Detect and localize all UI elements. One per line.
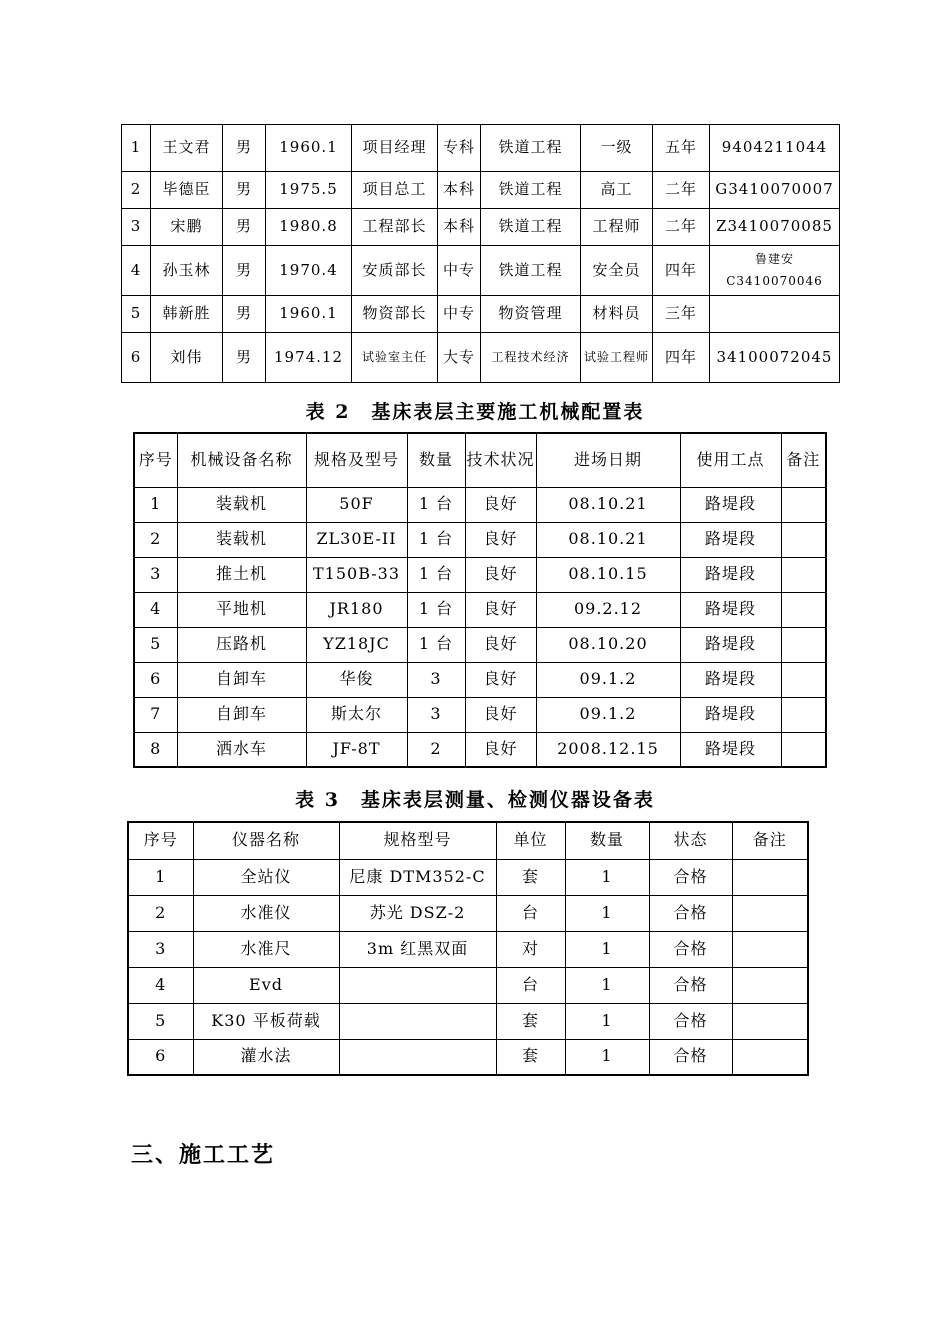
table-cell bbox=[781, 697, 826, 732]
header-cell: 进场日期 bbox=[536, 433, 680, 487]
table-cell: 路堤段 bbox=[680, 522, 781, 557]
table-cell: 铁道工程 bbox=[481, 125, 581, 172]
table-cell: 物资部长 bbox=[352, 296, 438, 333]
header-row bbox=[128, 822, 808, 859]
table-cell: 铁道工程 bbox=[481, 172, 581, 209]
table-cell bbox=[732, 1039, 808, 1075]
table-cell: Z3410070085 bbox=[710, 209, 840, 246]
table-row bbox=[128, 967, 808, 1003]
machinery-table bbox=[133, 432, 827, 768]
table-cell: 2 bbox=[134, 522, 177, 557]
header-cell: 备注 bbox=[781, 433, 826, 487]
header-cell: 序号 bbox=[128, 822, 193, 859]
table-cell: 2 bbox=[407, 732, 465, 767]
table-cell: 1974.12 bbox=[266, 333, 352, 383]
table-cell: ZL30E-II bbox=[306, 522, 407, 557]
table-row bbox=[128, 1039, 808, 1075]
table-cell: 安质部长 bbox=[352, 246, 438, 296]
table-cell: 五年 bbox=[653, 125, 710, 172]
table-cell: 1 bbox=[134, 487, 177, 522]
table-cell: 本科 bbox=[438, 172, 481, 209]
table-cell: 苏光 DSZ-2 bbox=[339, 895, 496, 931]
table-cell: 自卸车 bbox=[177, 697, 306, 732]
table-cell: 1 台 bbox=[407, 557, 465, 592]
table-cell: 34100072045 bbox=[710, 333, 840, 383]
header-cell: 数量 bbox=[407, 433, 465, 487]
table-cell bbox=[781, 522, 826, 557]
table-cell: 台 bbox=[496, 967, 565, 1003]
table-cell: 09.1.2 bbox=[536, 662, 680, 697]
table-cell: 二年 bbox=[653, 209, 710, 246]
table-cell: 二年 bbox=[653, 172, 710, 209]
instruments-table bbox=[127, 821, 809, 1076]
table-cell: 1 台 bbox=[407, 592, 465, 627]
table-cell: 华俊 bbox=[306, 662, 407, 697]
table-cell: 路堤段 bbox=[680, 697, 781, 732]
table-cell: 专科 bbox=[438, 125, 481, 172]
table-row bbox=[122, 246, 840, 296]
table-cell: 毕德臣 bbox=[151, 172, 223, 209]
table-cell: 本科 bbox=[438, 209, 481, 246]
table-cell: 三年 bbox=[653, 296, 710, 333]
table-cell: 3m 红黑双面 bbox=[339, 931, 496, 967]
table-cell: 男 bbox=[223, 125, 266, 172]
table-cell: 男 bbox=[223, 246, 266, 296]
table-cell: 大专 bbox=[438, 333, 481, 383]
section-heading: 三、施工工艺 bbox=[131, 1142, 276, 1168]
table-row bbox=[134, 697, 826, 732]
table-cell: 2008.12.15 bbox=[536, 732, 680, 767]
table-cell: 1 bbox=[565, 1039, 649, 1075]
table-cell: 全站仪 bbox=[193, 859, 339, 895]
table-cell: 1 bbox=[565, 1003, 649, 1039]
table-cell: 良好 bbox=[465, 557, 536, 592]
table-cell: 压路机 bbox=[177, 627, 306, 662]
table-cell: 一级 bbox=[581, 125, 653, 172]
table-cell: 1 bbox=[565, 859, 649, 895]
table-cell: 套 bbox=[496, 1003, 565, 1039]
header-cell: 仪器名称 bbox=[193, 822, 339, 859]
table-cell: 路堤段 bbox=[680, 487, 781, 522]
header-cell: 机械设备名称 bbox=[177, 433, 306, 487]
table-cell: 铁道工程 bbox=[481, 209, 581, 246]
table-cell: 男 bbox=[223, 296, 266, 333]
table-cell: 1960.1 bbox=[266, 296, 352, 333]
header-cell: 规格及型号 bbox=[306, 433, 407, 487]
table-cell bbox=[781, 732, 826, 767]
table-cell: 洒水车 bbox=[177, 732, 306, 767]
table-row bbox=[134, 522, 826, 557]
table-cell: JF-8T bbox=[306, 732, 407, 767]
table-cell: 合格 bbox=[649, 931, 732, 967]
table-cell: 中专 bbox=[438, 246, 481, 296]
table-cell: 良好 bbox=[465, 662, 536, 697]
table-cell: 2 bbox=[122, 172, 151, 209]
table-cell: 装载机 bbox=[177, 487, 306, 522]
table-cell: 08.10.21 bbox=[536, 487, 680, 522]
table-cell: 1 bbox=[128, 859, 193, 895]
table-row bbox=[128, 931, 808, 967]
table-cell: K30 平板荷载 bbox=[193, 1003, 339, 1039]
header-cell: 单位 bbox=[496, 822, 565, 859]
table-cell: YZ18JC bbox=[306, 627, 407, 662]
table-cell: 2 bbox=[128, 895, 193, 931]
table-row bbox=[128, 859, 808, 895]
table-cell: 5 bbox=[134, 627, 177, 662]
personnel-table bbox=[121, 124, 840, 383]
table-cell bbox=[781, 592, 826, 627]
table-cell: 09.1.2 bbox=[536, 697, 680, 732]
table-cell: 项目总工 bbox=[352, 172, 438, 209]
table-cell: G3410070007 bbox=[710, 172, 840, 209]
table-cell: 水准仪 bbox=[193, 895, 339, 931]
table-cell: 工程部长 bbox=[352, 209, 438, 246]
table-cell: 4 bbox=[122, 246, 151, 296]
table-row bbox=[122, 172, 840, 209]
table2-caption: 表 2 基床表层主要施工机械配置表 bbox=[305, 401, 645, 423]
table-cell: 9404211044 bbox=[710, 125, 840, 172]
table-cell: 3 bbox=[407, 662, 465, 697]
table-cell: 3 bbox=[122, 209, 151, 246]
table-cell: 1980.8 bbox=[266, 209, 352, 246]
header-cell: 序号 bbox=[134, 433, 177, 487]
table-cell: 物资管理 bbox=[481, 296, 581, 333]
table-cell: 5 bbox=[122, 296, 151, 333]
table-cell: 09.2.12 bbox=[536, 592, 680, 627]
table-cell: 工程技术经济 bbox=[481, 333, 581, 383]
table-row bbox=[134, 662, 826, 697]
table-cell: 6 bbox=[134, 662, 177, 697]
table-cell bbox=[781, 662, 826, 697]
table-cell: 6 bbox=[122, 333, 151, 383]
table-cell: 良好 bbox=[465, 697, 536, 732]
table-cell: 3 bbox=[128, 931, 193, 967]
table-cell: 08.10.21 bbox=[536, 522, 680, 557]
table-cell: 3 bbox=[134, 557, 177, 592]
table-cell: 韩新胜 bbox=[151, 296, 223, 333]
header-row bbox=[134, 433, 826, 487]
table-cell: 8 bbox=[134, 732, 177, 767]
table-cell: 自卸车 bbox=[177, 662, 306, 697]
table-cell: 1 bbox=[565, 931, 649, 967]
table-cell: 合格 bbox=[649, 859, 732, 895]
header-cell: 备注 bbox=[732, 822, 808, 859]
table-cell: 水准尺 bbox=[193, 931, 339, 967]
table-cell: 50F bbox=[306, 487, 407, 522]
table-cell: 良好 bbox=[465, 732, 536, 767]
header-cell: 技术状况 bbox=[465, 433, 536, 487]
table-cell: 斯太尔 bbox=[306, 697, 407, 732]
table-cell: 路堤段 bbox=[680, 662, 781, 697]
table-cell bbox=[781, 487, 826, 522]
table-cell: 男 bbox=[223, 209, 266, 246]
table-cell: 推土机 bbox=[177, 557, 306, 592]
table-cell bbox=[339, 1003, 496, 1039]
table-row bbox=[134, 557, 826, 592]
table-cell: 高工 bbox=[581, 172, 653, 209]
table-cell: 四年 bbox=[653, 333, 710, 383]
table-cell: 平地机 bbox=[177, 592, 306, 627]
header-cell: 数量 bbox=[565, 822, 649, 859]
table-cell: 4 bbox=[128, 967, 193, 1003]
table-cell: 1975.5 bbox=[266, 172, 352, 209]
table-row bbox=[134, 592, 826, 627]
table-cell: 鲁建安 C3410070046 bbox=[710, 246, 840, 296]
table-row bbox=[128, 1003, 808, 1039]
table-cell bbox=[732, 967, 808, 1003]
table-cell: Evd bbox=[193, 967, 339, 1003]
table-cell: 对 bbox=[496, 931, 565, 967]
table-cell bbox=[732, 895, 808, 931]
table-cell bbox=[781, 557, 826, 592]
header-cell: 使用工点 bbox=[680, 433, 781, 487]
table-cell: 铁道工程 bbox=[481, 246, 581, 296]
table-row bbox=[122, 333, 840, 383]
table-cell: 1 bbox=[565, 967, 649, 1003]
table-cell: 3 bbox=[407, 697, 465, 732]
table-cell: T150B-33 bbox=[306, 557, 407, 592]
table-cell: 四年 bbox=[653, 246, 710, 296]
table-cell: 刘伟 bbox=[151, 333, 223, 383]
table-cell: 7 bbox=[134, 697, 177, 732]
table-cell: 良好 bbox=[465, 592, 536, 627]
table-cell bbox=[732, 1003, 808, 1039]
table-row bbox=[134, 487, 826, 522]
table-cell: 材料员 bbox=[581, 296, 653, 333]
table-cell: 灌水法 bbox=[193, 1039, 339, 1075]
table-cell bbox=[732, 859, 808, 895]
table-cell bbox=[339, 1039, 496, 1075]
table-cell bbox=[781, 627, 826, 662]
table-cell: 1 台 bbox=[407, 487, 465, 522]
table-cell: 08.10.15 bbox=[536, 557, 680, 592]
table-cell: 合格 bbox=[649, 1003, 732, 1039]
table-cell: 试验工程师 bbox=[581, 333, 653, 383]
table-cell: 08.10.20 bbox=[536, 627, 680, 662]
table-cell: 王文君 bbox=[151, 125, 223, 172]
table-cell: 5 bbox=[128, 1003, 193, 1039]
table-row bbox=[134, 627, 826, 662]
table-row bbox=[122, 209, 840, 246]
table-cell: 良好 bbox=[465, 522, 536, 557]
header-cell: 状态 bbox=[649, 822, 732, 859]
table-cell: 宋鹏 bbox=[151, 209, 223, 246]
table-cell: 套 bbox=[496, 859, 565, 895]
table-cell: 孙玉林 bbox=[151, 246, 223, 296]
table-cell: 套 bbox=[496, 1039, 565, 1075]
table-cell: 尼康 DTM352-C bbox=[339, 859, 496, 895]
table-row bbox=[128, 895, 808, 931]
table-cell: 1 bbox=[122, 125, 151, 172]
table3-caption: 表 3 基床表层测量、检测仪器设备表 bbox=[295, 789, 655, 811]
table-cell: JR180 bbox=[306, 592, 407, 627]
table-cell: 男 bbox=[223, 333, 266, 383]
table-cell: 1 bbox=[565, 895, 649, 931]
table-cell bbox=[710, 296, 840, 333]
table-cell: 男 bbox=[223, 172, 266, 209]
table-cell: 路堤段 bbox=[680, 627, 781, 662]
table-cell: 合格 bbox=[649, 895, 732, 931]
table-cell: 台 bbox=[496, 895, 565, 931]
table-cell: 合格 bbox=[649, 1039, 732, 1075]
table-cell: 合格 bbox=[649, 967, 732, 1003]
header-cell: 规格型号 bbox=[339, 822, 496, 859]
table-cell: 工程师 bbox=[581, 209, 653, 246]
table-cell: 中专 bbox=[438, 296, 481, 333]
table-cell: 4 bbox=[134, 592, 177, 627]
table-cell: 6 bbox=[128, 1039, 193, 1075]
table-row bbox=[122, 296, 840, 333]
table-cell bbox=[732, 931, 808, 967]
table-cell: 安全员 bbox=[581, 246, 653, 296]
table-cell: 路堤段 bbox=[680, 557, 781, 592]
table-cell: 路堤段 bbox=[680, 592, 781, 627]
table-cell: 1960.1 bbox=[266, 125, 352, 172]
table-cell: 1970.4 bbox=[266, 246, 352, 296]
table-cell: 1 台 bbox=[407, 627, 465, 662]
table-row bbox=[122, 125, 840, 172]
table-cell: 良好 bbox=[465, 627, 536, 662]
table-cell: 试验室主任 bbox=[352, 333, 438, 383]
table-cell: 1 台 bbox=[407, 522, 465, 557]
table-row bbox=[134, 732, 826, 767]
table-cell: 良好 bbox=[465, 487, 536, 522]
table-cell: 路堤段 bbox=[680, 732, 781, 767]
table-cell: 项目经理 bbox=[352, 125, 438, 172]
table-cell bbox=[339, 967, 496, 1003]
table-cell: 装载机 bbox=[177, 522, 306, 557]
